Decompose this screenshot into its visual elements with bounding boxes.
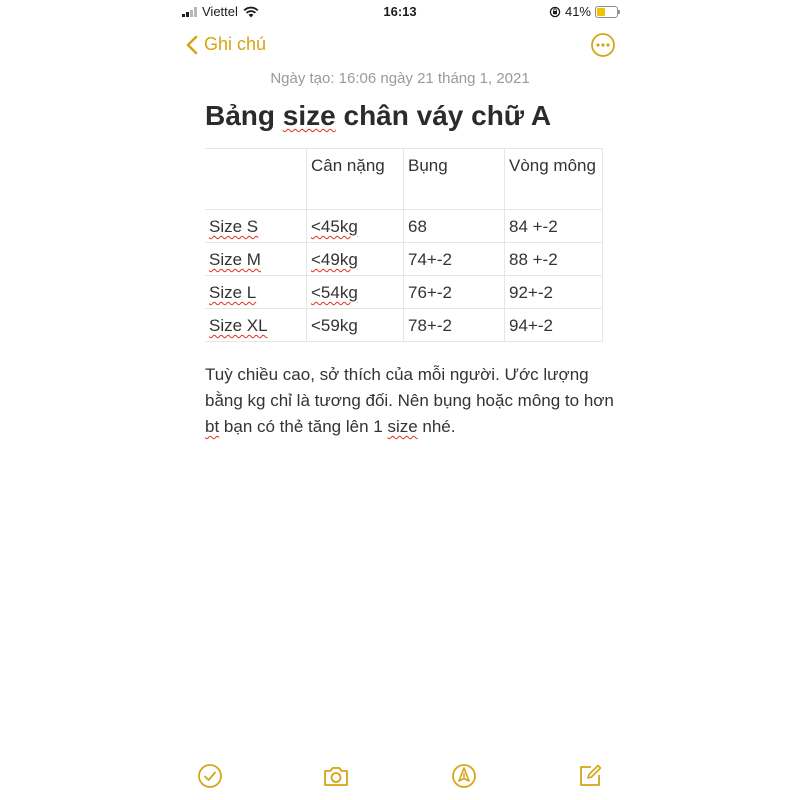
body-text: bạn có thẻ tăng lên 1	[219, 417, 388, 436]
chevron-left-icon	[186, 35, 198, 55]
table-cell-size	[205, 243, 307, 276]
body-flagged-word: bt	[205, 417, 220, 436]
size-label: Size L	[209, 283, 257, 302]
navigation-bar	[170, 28, 630, 64]
size-label: Size S	[209, 217, 259, 236]
weight-value: <49kg	[311, 250, 358, 269]
battery-icon	[595, 6, 618, 18]
size-label: Size XL	[209, 316, 268, 335]
bottom-toolbar	[170, 750, 630, 800]
table-row	[205, 210, 603, 243]
title-text-before: Bảng	[205, 100, 283, 131]
table-row	[205, 276, 603, 309]
table-cell-waist: 74+-2	[404, 243, 505, 276]
table-cell-size	[205, 309, 307, 342]
table-header-cell: Cân nặng	[307, 149, 404, 210]
table-cell-weight	[307, 276, 404, 309]
notes-screen	[170, 0, 630, 800]
note-body[interactable]	[205, 362, 615, 440]
table-header-cell: Bụng	[404, 149, 505, 210]
camera-icon[interactable]	[322, 762, 350, 790]
table-cell-size	[205, 210, 307, 243]
checkmark-circle-icon[interactable]	[196, 762, 224, 790]
body-flagged-word: size	[387, 417, 418, 436]
table-header-cell	[205, 149, 307, 210]
table-cell-waist: 68	[404, 210, 505, 243]
compose-icon[interactable]	[576, 762, 604, 790]
table-cell-weight	[307, 210, 404, 243]
status-right	[549, 4, 618, 19]
table-cell-hip: 88 +-2	[505, 243, 603, 276]
weight-value: <45kg	[311, 217, 358, 236]
carrier-name: Viettel	[202, 4, 238, 19]
table-cell-hip: 92+-2	[505, 276, 603, 309]
size-label: Size M	[209, 250, 261, 269]
ellipsis-circle-icon[interactable]	[590, 32, 616, 58]
table-row	[205, 309, 603, 342]
table-cell-weight	[307, 243, 404, 276]
created-date: Ngày tạo: 16:06 ngày 21 tháng 1, 2021	[270, 70, 530, 87]
status-time: 16:13	[383, 4, 417, 19]
note-title[interactable]	[205, 100, 551, 132]
status-bar	[170, 0, 630, 24]
battery-percent: 41%	[564, 4, 591, 19]
weight-value: <54kg	[311, 283, 358, 302]
table-cell-weight: <59kg	[307, 309, 404, 342]
orientation-lock-icon	[549, 6, 561, 18]
size-table[interactable]	[205, 148, 603, 342]
table-cell-hip: 94+-2	[505, 309, 603, 342]
pen-tip-icon[interactable]	[450, 762, 478, 790]
title-flagged-word: size	[282, 100, 336, 131]
table-cell-hip: 84 +-2	[505, 210, 603, 243]
back-label: Ghi chú	[204, 34, 267, 54]
table-cell-waist: 78+-2	[404, 309, 505, 342]
table-header-cell: Vòng mông	[505, 149, 603, 210]
table-header-row	[205, 149, 603, 210]
body-text: Tuỳ chiều cao, sở thích của mỗi người. Ước lượng bằng kg chỉ là tương đối. Nên bụng hoặc mông to hơn	[205, 365, 614, 410]
table-cell-size	[205, 276, 307, 309]
body-text: nhé.	[417, 417, 456, 436]
title-text-after: chân váy chữ A	[335, 100, 552, 131]
back-button[interactable]	[186, 34, 266, 55]
table-cell-waist: 76+-2	[404, 276, 505, 309]
table-row	[205, 243, 603, 276]
